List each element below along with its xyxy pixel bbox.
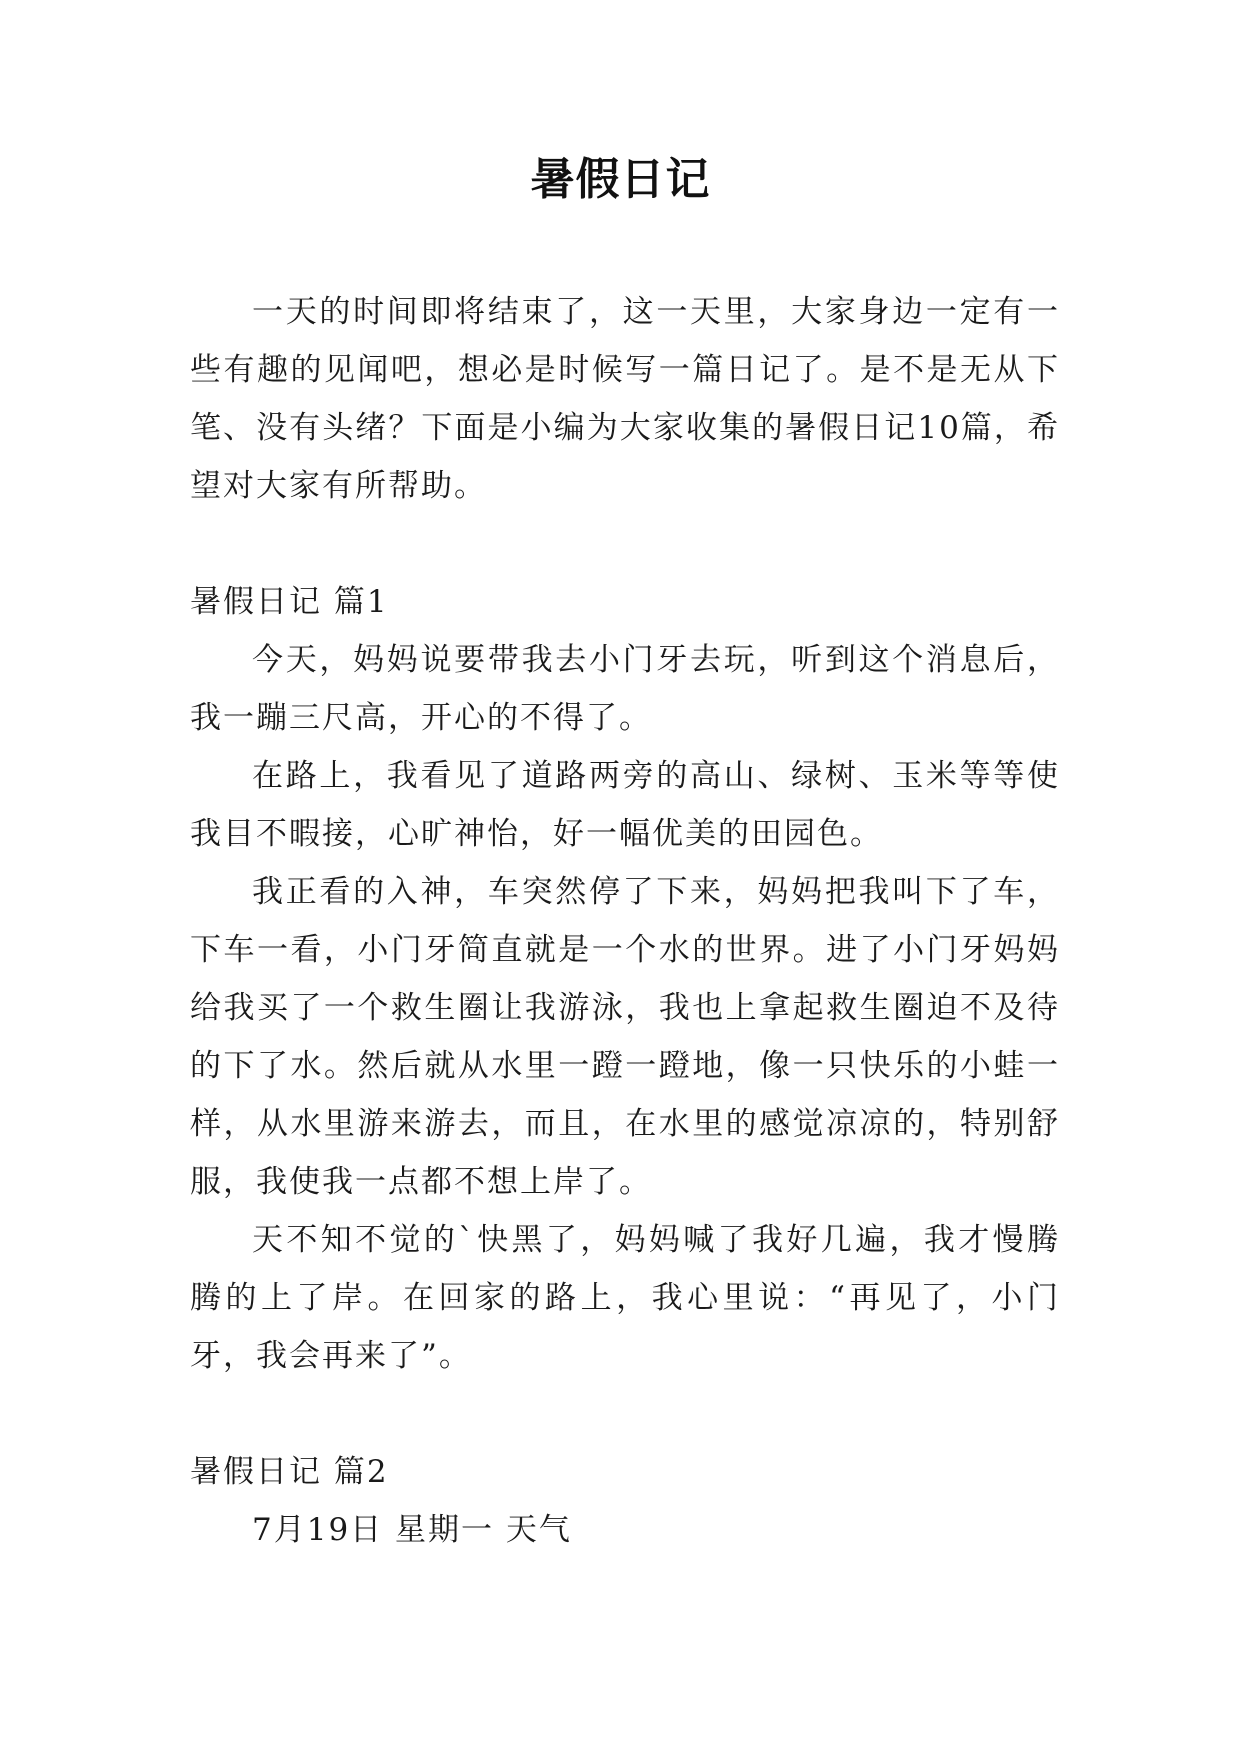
document-title: 暑假日记 [530,154,711,205]
section-heading-2: 暑假日记 篇2 [190,1454,389,1490]
section-heading-1: 暑假日记 篇1 [190,584,389,620]
section-2-paragraph-1: 7月19日 星期一 天气 [252,1512,572,1548]
document-body [190,283,1060,1559]
section-1-paragraph-4: 天不知不觉的`快黑了，妈妈喊了我好几遍，我才慢腾腾的上了岸。在回家的路上，我心里说：“再见了，小门牙，我会再来了”。 [190,1222,1060,1374]
section-1-paragraph-2: 在路上，我看见了道路两旁的高山、绿树、玉米等等使我目不暇接，心旷神怡，好一幅优美的田园色。 [190,758,1060,852]
section-1-paragraph-1: 今天，妈妈说要带我去小门牙去玩，听到这个消息后，我一蹦三尺高，开心的不得了。 [190,642,1060,736]
intro-paragraph: 一天的时间即将结束了，这一天里，大家身边一定有一些有趣的见闻吧，想必是时候写一篇日记了。是不是无从下笔、没有头绪？下面是小编为大家收集的暑假日记10篇，希望对大家有所帮助。 [190,294,1060,504]
section-spacer [190,515,1060,573]
section-spacer [190,1385,1060,1443]
section-1-paragraph-3: 我正看的入神，车突然停了下来，妈妈把我叫下了车，下车一看，小门牙简直就是一个水的世界。进了小门牙妈妈给我买了一个救生圈让我游泳，我也上拿起救生圈迫不及待的下了水。然后就从水里一蹬一蹬地，像一只快乐的小蛙一样，从水里游来游去，而且，在水里的感觉凉凉的，特别舒服，我使我一点都不想上岸了。 [190,874,1060,1200]
